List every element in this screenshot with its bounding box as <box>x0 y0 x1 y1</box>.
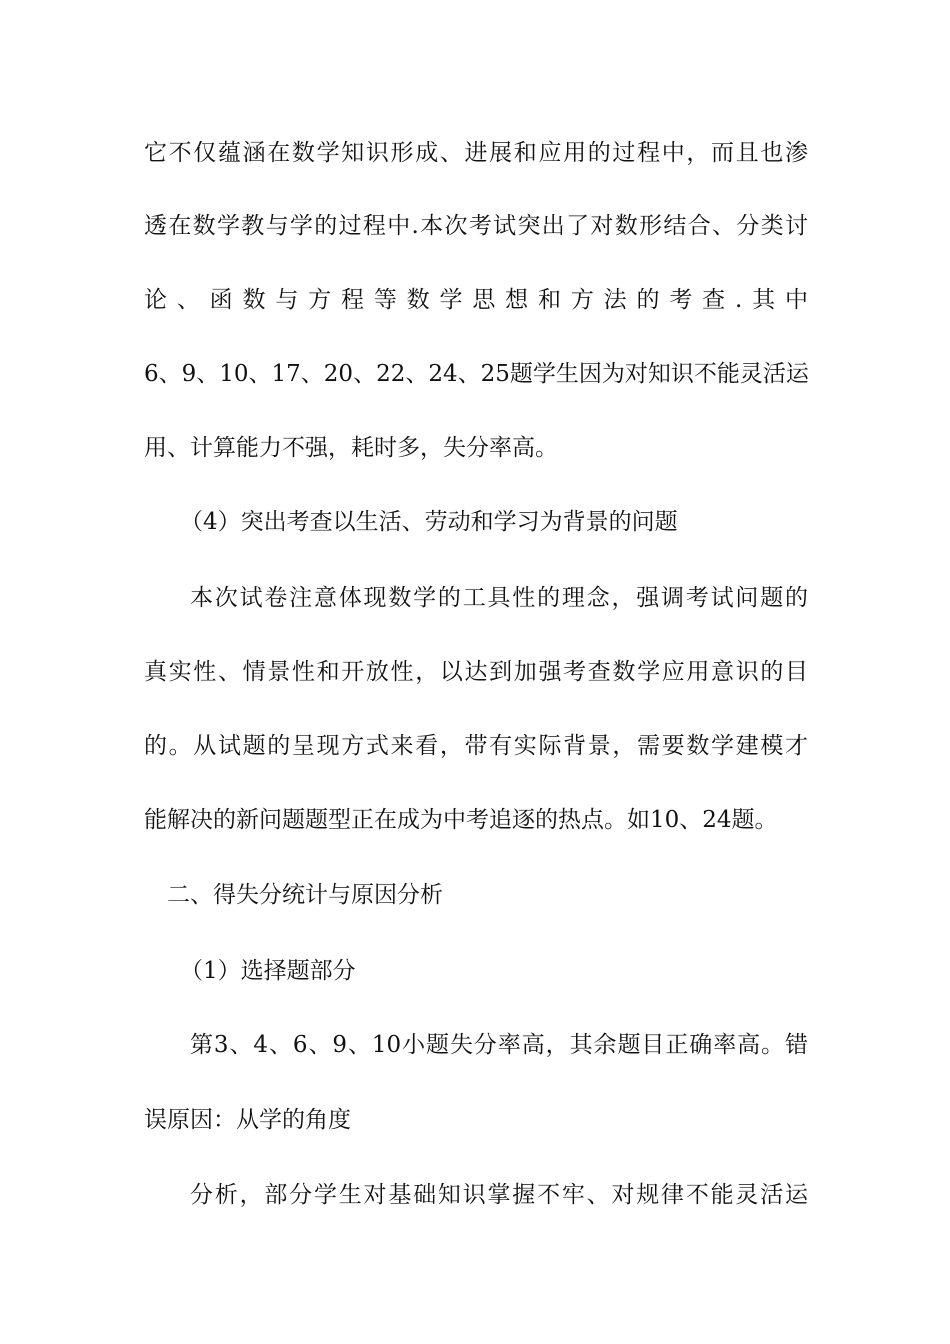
section-heading: 二、得失分统计与原因分析 <box>167 882 443 908</box>
paragraph-line: 能解决的新问题题型正在成为中考追逐的热点。如10、24题。 <box>144 807 778 833</box>
paragraph-line: 真实性、情景性和开放性，以达到加强考查数学应用意识的目 <box>144 659 808 685</box>
paragraph-line: 用、计算能力不强，耗时多，失分率高。 <box>144 435 558 461</box>
paragraph-line: 透在数学教与学的过程中.本次考试突出了对数形结合、分类讨 <box>144 213 808 239</box>
subsection-heading: （1）选择题部分 <box>180 958 356 984</box>
paragraph-line: 6、9、10、17、20、22、24、25题学生因为对知识不能灵活运 <box>144 361 809 387</box>
paragraph-line: 论、函数与方程等数学思想和方法的考查.其中 <box>144 287 808 313</box>
paragraph-line: 误原因：从学的角度 <box>144 1107 351 1133</box>
paragraph-line: 分析，部分学生对基础知识掌握不牢、对规律不能灵活运 <box>190 1182 808 1208</box>
paragraph-line: 它不仅蕴涵在数学知识形成、进展和应用的过程中，而且也渗 <box>144 140 808 166</box>
section-heading: （4）突出考查以生活、劳动和学习为背景的问题 <box>180 509 678 535</box>
paragraph-line: 的。从试题的呈现方式来看，带有实际背景，需要数学建模才 <box>144 733 808 759</box>
paragraph-line: 第3、4、6、9、10小题失分率高，其余题目正确率高。错 <box>190 1032 808 1058</box>
paragraph-line: 本次试卷注意体现数学的工具性的理念，强调考试问题的 <box>190 585 808 611</box>
